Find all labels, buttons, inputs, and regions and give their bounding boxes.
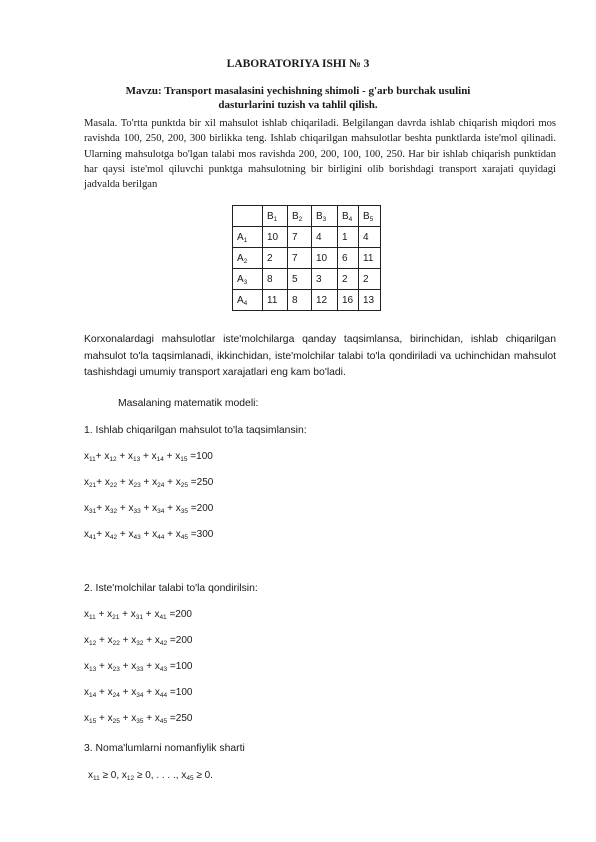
table-cell: 4 — [359, 227, 381, 248]
table-row — [233, 269, 381, 290]
table-cell: 2 — [263, 248, 288, 269]
table-cell: 10 — [263, 227, 288, 248]
table-header-cell: $B_4$ — [338, 206, 359, 227]
table-cell: 6 — [338, 248, 359, 269]
table-row-label: $A_4$ — [233, 290, 263, 311]
supply-equation: $x_{21}+ x_{22} + x_{23} + x_{24} + x_{25} =250$ — [84, 477, 214, 489]
table-cell: 8 — [263, 269, 288, 290]
table-row — [233, 290, 381, 311]
table-header-row — [233, 206, 381, 227]
table-cell: 7 — [288, 248, 312, 269]
lab-title: LABORATORIYA ISHI № 3 — [226, 58, 370, 70]
demand-equation: $x_{14} + x_{24} + x_{34} + x_{44} =100$ — [84, 687, 193, 699]
supply-equation: $x_{11}+ x_{12} + x_{13} + x_{14} + x_{15} =100$ — [84, 451, 213, 463]
supply-equation: $x_{41}+ x_{42} + x_{43} + x_{44} + x_{45} =300$ — [84, 529, 214, 541]
table-cell: 12 — [312, 290, 338, 311]
section3-heading: 3. Noma'lumlarni nomanfiylik sharti — [84, 743, 245, 754]
supply-equation: $x_{31}+ x_{32} + x_{33} + x_{34} + x_{35} =200$ — [84, 503, 214, 515]
problem-paragraph: Masala. To'rtta punktda bir xil mahsulot ishlab chiqariladi. Belgilangan davrda ishlab chiqarish miqdori mos ravishda 100, 250, 200, 300 birlikka teng. Ishlab chiqarilgan mahsulotlar beshta punktlarda iste'mol qilinadi. Ularning mahsulotga bo'lgan talabi mos ravishda 200, 200, 100, 100, 250. Har bir ishlab chiqarish punktidan har qaysi iste'mol qiluvchi punktga mahsulotning bir birligini olib borishdagi transport xarajati quyidagi jadvalda berilgan — [84, 118, 556, 191]
demand-equation: $x_{11} + x_{21} + x_{31} + x_{41} =200$ — [84, 609, 192, 621]
section2-heading: 2. Iste'molchilar talabi to'la qondirilsin: — [84, 583, 258, 594]
table-row-label: $A_2$ — [233, 248, 263, 269]
table-cell: 11 — [263, 290, 288, 311]
cost-table — [232, 205, 381, 311]
table-cell: 2 — [359, 269, 381, 290]
table-header-cell: $B_1$ — [263, 206, 288, 227]
demand-equation: $x_{15} + x_{25} + x_{35} + x_{45} =250$ — [84, 713, 193, 725]
table-cell: 2 — [338, 269, 359, 290]
table-row — [233, 248, 381, 269]
table-header-cell: $B_5$ — [359, 206, 381, 227]
table-cell: 10 — [312, 248, 338, 269]
nonnegativity-condition: $x_{11} \ge 0$, $x_{12} \ge 0$, . . . ., $x_{45} \ge 0$. — [88, 770, 213, 782]
topic-heading: Mavzu: Transport masalasini yechishning shimoli - g'arb burchak usulini dasturlarini tuzish va tahlil qilish. — [125, 85, 471, 111]
table-header-cell — [233, 206, 263, 227]
demand-equation: $x_{13} + x_{23} + x_{33} + x_{43} =100$ — [84, 661, 193, 673]
table-cell: 11 — [359, 248, 381, 269]
table-cell: 3 — [312, 269, 338, 290]
table-row-label: $A_3$ — [233, 269, 263, 290]
model-heading: Masalaning matematik modeli: — [118, 398, 259, 409]
table-cell: 7 — [288, 227, 312, 248]
table-cell: 16 — [338, 290, 359, 311]
table-cell: 4 — [312, 227, 338, 248]
table-row — [233, 227, 381, 248]
demand-equation: $x_{12} + x_{22} + x_{32} + x_{42} =200$ — [84, 635, 193, 647]
table-row-label: $A_1$ — [233, 227, 263, 248]
objective-paragraph: Korxonalardagi mahsulotlar iste'molchilarga qanday taqsimlansa, birinchidan, ishlab chiqarilgan mahsulot to'la taqsimlanadi, ikkinchidan, iste'molchilar talabi to'la qondiriladi va uchinchidan mahsulot tashishdagi umumiy transport xarajatlari eng kam bo'ladi. — [84, 334, 556, 378]
table-cell: 1 — [338, 227, 359, 248]
table-header-cell: $B_2$ — [288, 206, 312, 227]
table-cell: 5 — [288, 269, 312, 290]
table-cell: 13 — [359, 290, 381, 311]
table-header-cell: $B_3$ — [312, 206, 338, 227]
section1-heading: 1. Ishlab chiqarilgan mahsulot to'la taqsimlansin: — [84, 425, 307, 436]
table-cell: 8 — [288, 290, 312, 311]
